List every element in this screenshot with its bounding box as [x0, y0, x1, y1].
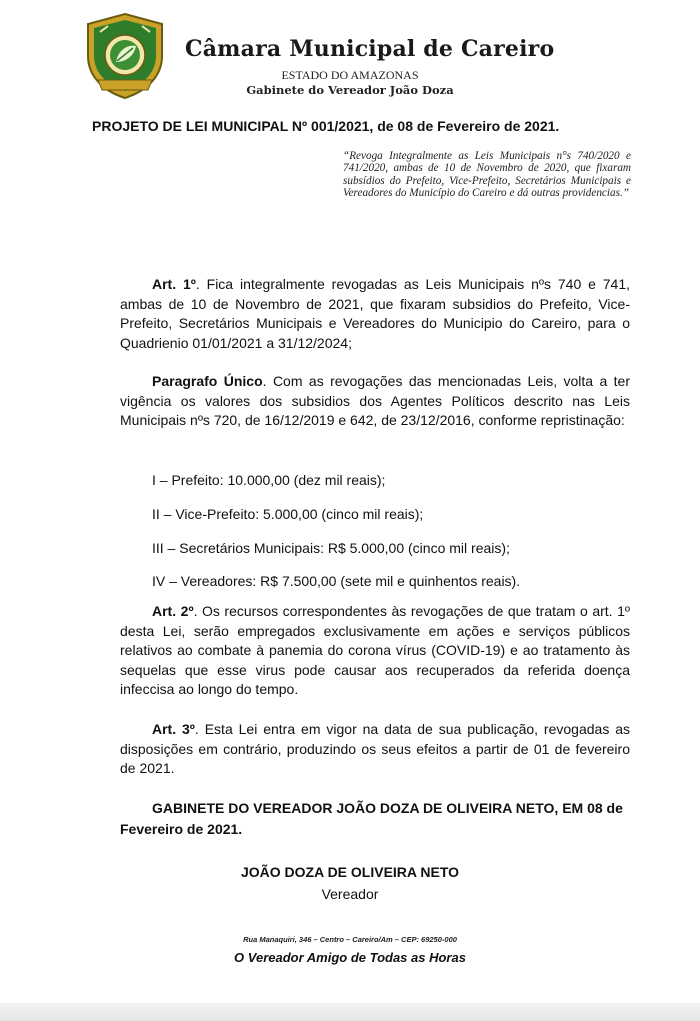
closing-statement: GABINETE DO VEREADOR JOÃO DOZA DE OLIVEIRA NETO, EM 08 de Fevereiro de 2021.: [120, 800, 623, 837]
letterhead: [0, 6, 700, 106]
bottom-strip: [0, 1003, 700, 1021]
municipal-seal-logo: [78, 10, 172, 102]
article-1-text: . Fica integralmente revogadas as Leis Municipais nºs 740 e 741, ambas de 10 de Novembro de 2021, que fixaram subsidios do Prefeito, Vice-Prefeito, Secretários Municipais e Vereadores do Municipio do Careiro, para o Quadrienio 01/01/2021 a 31/12/2024;: [120, 276, 631, 351]
article-3: [120, 720, 630, 779]
footer-motto: O Vereador Amigo de Todas as Horas: [234, 950, 466, 965]
chamber-title: Câmara Municipal de Careiro: [185, 36, 555, 62]
article-2: [120, 602, 630, 700]
list-item-secretarios: III – Secretários Municipais: R$ 5.000,00 (cinco mil reais);: [152, 540, 510, 556]
article-3-label: Art. 3º: [152, 721, 195, 737]
footer-address: Rua Manaquiri, 346 – Centro – Careiro/Am – CEP: 69250-000: [243, 935, 457, 944]
article-1: [120, 275, 630, 353]
signatory-name: JOÃO DOZA DE OLIVEIRA NETO: [240, 864, 460, 880]
bill-title: PROJETO DE LEI MUNICIPAL Nº 001/2021, de 08 de Fevereiro de 2021.: [92, 118, 560, 134]
state-name: ESTADO DO AMAZONAS: [281, 68, 419, 82]
bill-summary: “Revoga Integralmente as Leis Municipais n°s 740/2020 e 741/2020, ambas de 10 de Novembro de 2020, que fixaram subsídios do Prefeito, Vice-Prefeito, Secretários Municipais e Vereadores do Município do Careiro e dá outras providencias.”: [343, 150, 631, 200]
article-2-label: Art. 2º: [152, 603, 194, 619]
sole-paragraph-label: Paragrafo Único: [152, 373, 263, 389]
list-item-vice-prefeito: II – Vice-Prefeito: 5.000,00 (cinco mil reais);: [152, 506, 424, 522]
sole-paragraph: [120, 372, 630, 431]
list-item-prefeito: I – Prefeito: 10.000,00 (dez mil reais);: [152, 472, 386, 488]
article-3-text: . Esta Lei entra em vigor na data de sua publicação, revogadas as disposições em contrário, produzindo os seus efeitos a partir de 01 de fevereiro de 2021.: [120, 721, 631, 776]
article-1-label: Art. 1º: [152, 276, 196, 292]
sole-paragraph-text: . Com as revogações das mencionadas Leis, volta a ter vigência os valores dos subsidios dos Agentes Políticos descrito nas Leis Municipais nºs 720, de 16/12/2019 e 642, de 23/12/2016, conforme repristinação:: [120, 373, 630, 428]
list-item-vereadores: IV – Vereadores: R$ 7.500,00 (sete mil e quinhentos reais).: [152, 573, 521, 589]
signatory-role: Vereador: [321, 886, 379, 902]
article-2-text: . Os recursos correspondentes às revogações de que tratam o art. 1º desta Lei, serão empregados exclusivamente em ações e serviços públicos relativos ao combate à panemia do corona vírus (COVID-19) e ao tratamento às sequelas que esse virus pode causar aos recuperados da referida doença infeccisa ao longo do tempo.: [120, 603, 630, 697]
cabinet-name: Gabinete do Vereador João Doza: [246, 83, 454, 97]
